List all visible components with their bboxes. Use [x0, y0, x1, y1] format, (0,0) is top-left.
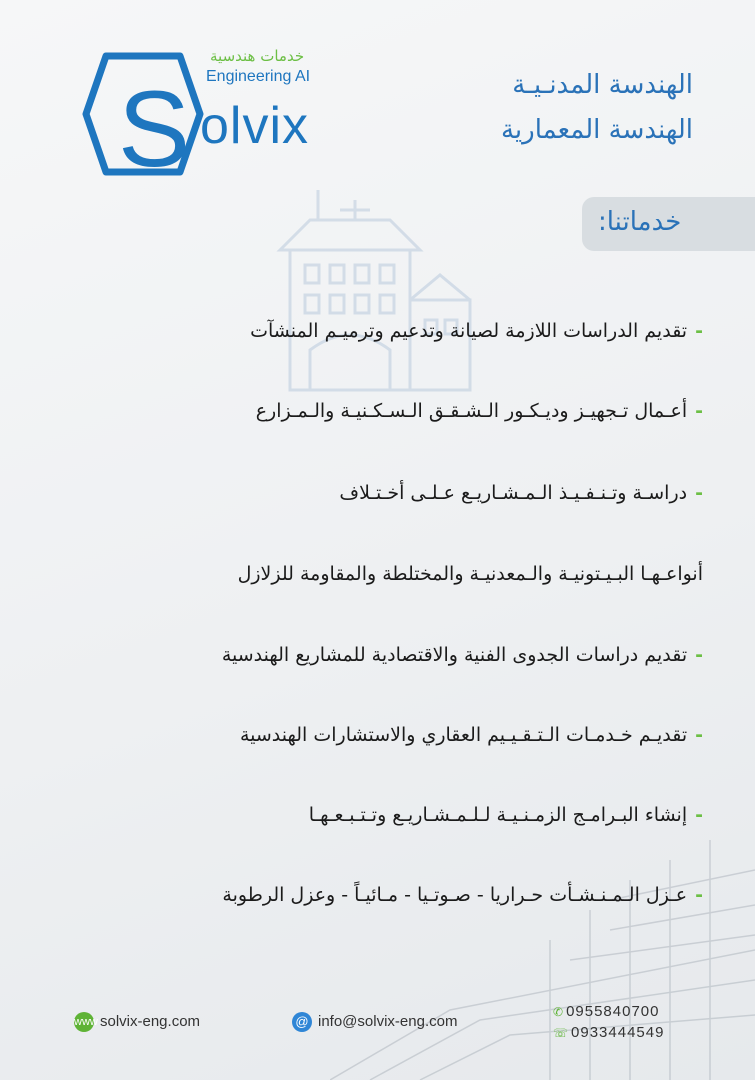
logo-arabic-tagline: خدمات هندسية: [210, 47, 305, 65]
logo-s-letter: S: [118, 68, 191, 183]
header-civil-engineering: الهندسة المدنـيـة: [512, 70, 693, 100]
services-title: خدماتنا:: [598, 207, 682, 237]
at-sign-icon: @: [292, 1012, 312, 1032]
service-item: -تقديم الدراسات اللازمة لصيانة وتدعيم وترميـم المنشآت: [250, 320, 703, 342]
whatsapp-icon: ☏: [553, 1026, 570, 1040]
service-item: -دراسـة وتـنـفـيـذ الـمـشـاريـع عـلـى أخـتـلاف: [339, 482, 703, 504]
service-item: -تقديم دراسات الجدوى الفنية والاقتصادية للمشاريع الهندسية: [221, 644, 703, 666]
header-architecture: الهندسة المعمارية: [500, 115, 693, 145]
globe-icon: www: [74, 1012, 94, 1032]
city-watermark-icon: [330, 840, 755, 1080]
service-item: -إنشاء البـرامـج الزمـنـيـة لـلـمـشـاريـع وتـتـبـعـهـا: [308, 804, 703, 826]
phone-number[interactable]: ✆ 0955840700: [553, 1003, 660, 1020]
service-item: -عـزل الـمـنـشـأت حـراريا - صـوتـيا - مـائيـاً - وعزل الرطوبة: [222, 884, 703, 906]
phone-icon: ✆: [553, 1005, 565, 1019]
service-item: أنواعـهـا البـيـتونيـة والـمعدنيـة والمختلطة والمقاومة للزلازل: [237, 563, 703, 585]
logo-english-tagline: Engineering AI: [206, 68, 311, 85]
logo-wordmark: olvix: [200, 97, 310, 155]
website-link[interactable]: www solvix-eng.com: [74, 1012, 200, 1032]
email-link[interactable]: @ info@solvix-eng.com: [292, 1012, 457, 1032]
service-item: -تقديـم خـدمـات الـتـقـيـيم العقاري والاستشارات الهندسية: [239, 724, 703, 746]
service-item: -أعـمال تـجهيـز وديـكـور الـشـقـق الـسـكـنيـة والـمـزارع: [255, 400, 703, 422]
building-watermark-icon: [270, 180, 490, 400]
whatsapp-number[interactable]: ☏ 0933444549: [553, 1024, 665, 1041]
